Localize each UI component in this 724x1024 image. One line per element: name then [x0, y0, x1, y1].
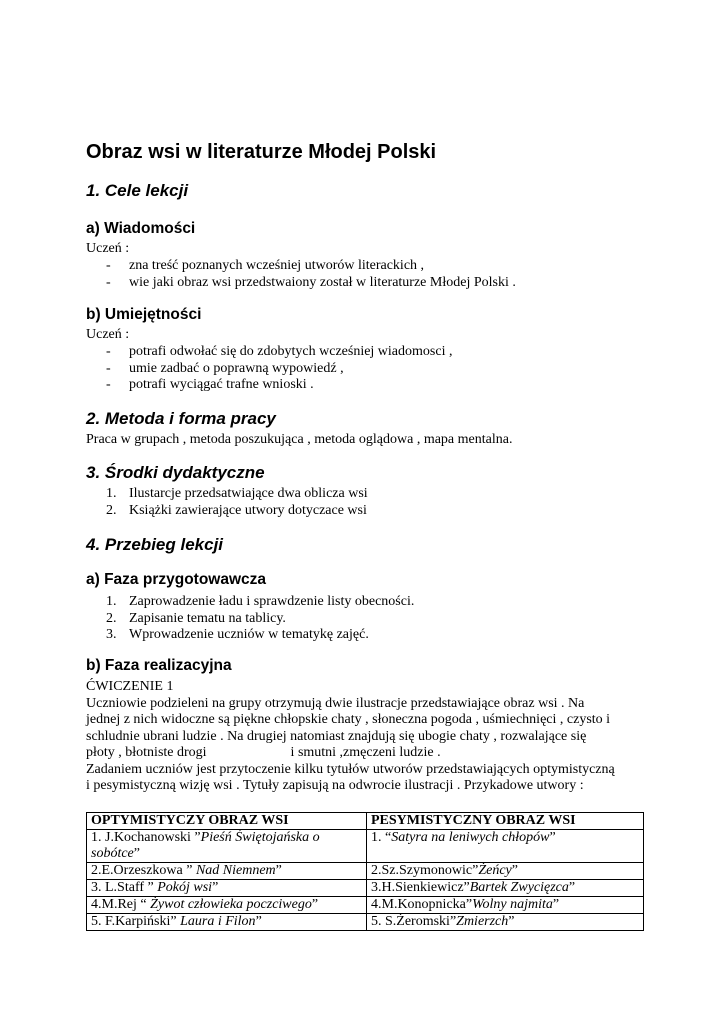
exercise-paragraph: [86, 679, 646, 795]
student-intro-skills: Uczeń :: [86, 327, 130, 342]
table-row: [87, 897, 644, 914]
table-header-row: [87, 813, 644, 830]
column-header-pessimistic: PESYMISTYCZNY OBRAZ WSI: [367, 813, 644, 830]
table-row: [87, 880, 644, 897]
list-item: - umie zadbać o poprawną wypowiedź ,: [106, 360, 344, 376]
table-cell: 1. “Satyra na leniwych chłopów”: [367, 830, 644, 863]
paragraph-line: schludnie ubrani ludzie . Na drugiej natomiast znajdują się ubogie chaty , rozwalające się: [86, 728, 587, 744]
paragraph-line: i pesymistyczną wizję wsi . Tytuły zapisują na odwrocie ilustracji . Przykadowe utwory :: [86, 778, 584, 793]
student-intro-knowledge: Uczeń :: [86, 241, 130, 256]
subheading-preparation: a) Faza przygotowawcza: [86, 571, 267, 588]
table-cell: 1. J.Kochanowski ”Pieśń Świętojańska o sobótce”: [87, 830, 367, 863]
section-heading-materials: 3. Środki dydaktyczne: [86, 463, 265, 482]
table-row: [87, 914, 644, 931]
list-item: 1. Zaprowadzenie ładu i sprawdzenie listy obecności.: [106, 594, 415, 609]
table-cell: 3. L.Staff ” Pokój wsi”: [87, 880, 367, 897]
subheading-skills: b) Umiejętności: [86, 306, 202, 323]
list-item: 3. Wprowadzenie uczniów w tematykę zajęć.: [106, 627, 369, 642]
table-cell: 4.M.Rej “ Żywot człowieka poczciwego”: [87, 897, 367, 914]
table-row: [87, 830, 644, 863]
paragraph-line: jednej z nich widoczne są piękne chłopskie chaty , słoneczna pogoda , uśmiechnięci , czysto i: [86, 712, 611, 727]
knowledge-list: [86, 258, 516, 291]
document-title: Obraz wsi w literaturze Młodej Polski: [86, 141, 437, 163]
table-row: [87, 863, 644, 880]
list-item: 2. Książki zawierające utwory dotyczace wsi: [106, 502, 367, 518]
materials-list: [86, 486, 368, 519]
table-cell: 4.M.Konopnicka”Wolny najmita”: [367, 897, 644, 914]
table-cell: 2.Sz.Szymonowic”Żeńcy”: [367, 863, 644, 880]
section-heading-lesson-flow: 4. Przebieg lekcji: [86, 535, 224, 554]
skills-list: [86, 344, 452, 394]
works-table: [86, 812, 644, 931]
paragraph-line: płoty , błotniste drogi i smutni ,zmęczeni ludzie .: [86, 745, 441, 760]
list-item: - zna treść poznanych wcześniej utworów literackich ,: [106, 258, 425, 273]
subheading-knowledge: a) Wiadomości: [86, 220, 196, 237]
list-item: 1. Ilustarcje przedsatwiające dwa oblicza wsi: [106, 486, 368, 501]
list-item: - wie jaki obraz wsi przedstwaiony został w literaturze Młodej Polski .: [106, 274, 516, 290]
subheading-realization: b) Faza realizacyjna: [86, 657, 232, 674]
paragraph-line: Zadaniem uczniów jest przytoczenie kilku tytułów utworów przedstawiających optymistyczną: [86, 761, 615, 777]
list-item: - potrafi wyciągać trafne wnioski .: [106, 377, 314, 392]
preparation-list: [86, 594, 414, 644]
list-item: - potrafi odwołać się do zdobytych wcześniej wiadomosci ,: [106, 344, 453, 359]
paragraph-line: Uczniowie podzieleni na grupy otrzymują dwie ilustracje przedstawiające obraz wsi . Na: [86, 695, 585, 711]
column-header-optimistic: OPTYMISTYCZY OBRAZ WSI: [87, 813, 367, 830]
section-heading-goals: 1. Cele lekcji: [86, 181, 189, 200]
list-item: 2. Zapisanie tematu na tablicy.: [106, 610, 286, 626]
section-heading-method: 2. Metoda i forma pracy: [86, 409, 276, 428]
table-cell: 3.H.Sienkiewicz”Bartek Zwycięzca”: [367, 880, 644, 897]
method-text: Praca w grupach , metoda poszukująca , metoda oglądowa , mapa mentalna.: [86, 432, 513, 447]
table-cell: 2.E.Orzeszkowa ” Nad Niemnem”: [87, 863, 367, 880]
table-cell: 5. S.Żeromski”Zmierzch”: [367, 914, 644, 931]
exercise-label: ĆWICZENIE 1: [86, 679, 174, 694]
table-cell: 5. F.Karpiński” Laura i Filon”: [87, 914, 367, 931]
